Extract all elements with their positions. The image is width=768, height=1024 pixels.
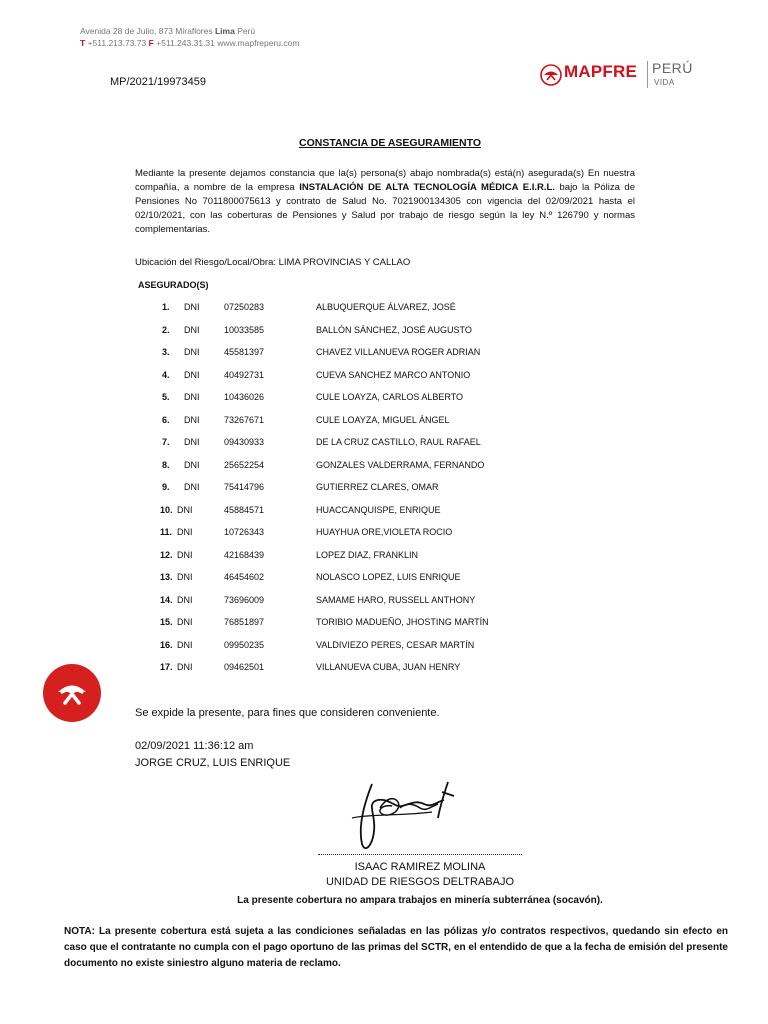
issuer-name: JORGE CRUZ, LUIS ENRIQUE: [135, 757, 291, 769]
row-doc-type: DNI: [177, 594, 193, 605]
row-dni: 45581397: [224, 347, 265, 357]
document-title: CONSTANCIA DE ASEGURAMIENTO: [298, 137, 481, 149]
brand-subtitle: VIDA: [654, 78, 675, 87]
row-number: 14.: [160, 594, 173, 605]
row-dni: 10033585: [224, 324, 265, 335]
row-name: LOPEZ DIAZ, FRANKLIN: [316, 549, 419, 560]
company-contact: T +511.213.73.73 F +511.243.31.31 www.mapfreperu.com: [80, 38, 300, 48]
row-dni: 46454602: [224, 572, 265, 582]
row-dni: 42168439: [224, 549, 265, 560]
table-row: [0, 302, 768, 316]
row-dni: 07250283: [224, 302, 265, 312]
mapfre-logo: [538, 58, 698, 92]
row-dni: 09950235: [224, 639, 265, 650]
issue-datetime: 02/09/2021 11:36:12 am: [135, 740, 254, 752]
signature-line: [318, 850, 522, 855]
row-number: 6.: [162, 414, 170, 425]
table-row: [0, 550, 768, 564]
row-name: GUTIERREZ CLARES, OMAR: [316, 482, 439, 492]
row-number: 10.: [160, 504, 173, 515]
row-name: VALDIVIEZO PERES, CESAR MARTÍN: [316, 639, 475, 650]
table-row: [0, 572, 768, 586]
row-number: 7.: [162, 437, 170, 447]
table-row: [0, 460, 768, 474]
row-dni: 76851897: [224, 617, 265, 627]
row-name: TORIBIO MADUEÑO, JHOSTING MARTÍN: [316, 617, 489, 627]
row-dni: 25652254: [224, 459, 265, 470]
intro-paragraph: Mediante la presente dejamos constancia que la(s) persona(s) abajo nombrada(s) está(n) asegurada(s) En nuestra compañía, a nombre de la empresa INSTALACIÓN DE ALTA TECNOLOGÍA MÉDICA E.I.R.L. bajo la Póliza de Pensiones No 7011800075613 y contrato de Salud No. 7021900134305 con vigencia del 02/09/2021 hasta el 02/10/2021, con las coberturas de Pensiones y Salud por trabajo de riesgo según la ley N.º 126790 y normas complementarias.: [135, 168, 635, 235]
row-dni: 10436026: [224, 392, 265, 402]
row-doc-type: DNI: [184, 392, 200, 402]
table-row: [0, 325, 768, 339]
handwritten-signature: [340, 778, 470, 858]
row-doc-type: DNI: [177, 527, 193, 537]
row-number: 11.: [160, 527, 173, 537]
table-row: [0, 662, 768, 676]
row-doc-type: DNI: [177, 639, 193, 650]
row-doc-type: DNI: [177, 617, 193, 627]
issuance-statement: Se expide la presente, para fines que consideren conveniente.: [135, 707, 440, 719]
row-dni: 75414796: [224, 482, 265, 492]
brand-name: MAPFRE: [564, 62, 637, 81]
row-doc-type: DNI: [184, 347, 200, 357]
signatory-unit: UNIDAD DE RIESGOS DELTRABAJO: [325, 876, 515, 888]
row-dni: 09430933: [224, 437, 265, 447]
row-dni: 09462501: [224, 662, 265, 672]
row-doc-type: DNI: [184, 482, 200, 492]
row-dni: 40492731: [224, 369, 265, 380]
table-row: [0, 415, 768, 429]
table-row: [0, 595, 768, 609]
row-dni: 73696009: [224, 594, 265, 605]
row-number: 5.: [162, 392, 170, 402]
row-number: 1.: [162, 302, 170, 312]
row-number: 9.: [162, 482, 170, 492]
row-doc-type: DNI: [184, 459, 200, 470]
table-row: [0, 505, 768, 519]
row-name: DE LA CRUZ CASTILLO, RAUL RAFAEL: [316, 437, 481, 447]
row-doc-type: DNI: [177, 572, 193, 582]
row-name: SAMAME HARO, RUSSELL ANTHONY: [316, 594, 476, 605]
row-number: 16.: [160, 639, 173, 650]
row-number: 8.: [162, 459, 170, 470]
row-name: CULE LOAYZA, MIGUEL ÁNGEL: [316, 414, 450, 425]
table-row: [0, 617, 768, 631]
logo-divider: [647, 61, 648, 88]
row-number: 3.: [162, 347, 170, 357]
signatory-name: ISAAC RAMIREZ MOLINA: [354, 861, 486, 873]
row-doc-type: DNI: [177, 549, 193, 560]
row-name: NOLASCO LOPEZ, LUIS ENRIQUE: [316, 572, 461, 582]
row-number: 17.: [160, 662, 173, 672]
row-dni: 73267671: [224, 414, 265, 425]
coverage-exclusion: La presente cobertura no ampara trabajos en minería subterránea (socavón).: [237, 895, 603, 906]
table-row: [0, 437, 768, 451]
risk-location: Ubicación del Riesgo/Local/Obra: LIMA PROVINCIAS Y CALLAO: [135, 257, 411, 268]
row-doc-type: DNI: [184, 302, 200, 312]
brand-country: PERÚ: [652, 60, 693, 76]
row-number: 2.: [162, 324, 170, 335]
row-name: ALBUQUERQUE ÁLVAREZ, JOSÉ: [316, 302, 456, 312]
table-row: [0, 640, 768, 654]
table-row: [0, 392, 768, 406]
row-name: HUAYHUA ORE,VIOLETA ROCIO: [316, 527, 453, 537]
row-name: GONZALES VALDERRAMA, FERNANDO: [316, 459, 485, 470]
row-number: 13.: [160, 572, 173, 582]
row-doc-type: DNI: [177, 662, 193, 672]
row-name: CHAVEZ VILLANUEVA ROGER ADRIAN: [316, 347, 481, 357]
row-number: 12.: [160, 549, 173, 560]
mapfre-tree-icon: [43, 664, 101, 722]
row-number: 15.: [160, 617, 173, 627]
company-name: INSTALACIÓN DE ALTA TECNOLOGÍA MÉDICA E.I.R.L.: [299, 182, 555, 193]
legal-note: NOTA: La presente cobertura está sujeta a las condiciones señaladas en las pólizas y/o contratos respectivos, quedando sin efecto en caso que el contratante no cumpla con el pago oportuno de las primas del SCTR, en el entendido de que a la fecha de emisión del presente documento no existe siniestro alguno materia de reclamo.: [64, 926, 728, 969]
row-name: CULE LOAYZA, CARLOS ALBERTO: [316, 392, 464, 402]
table-row: [0, 527, 768, 541]
row-doc-type: DNI: [177, 504, 193, 515]
mapfre-tree-icon: [540, 64, 562, 86]
table-row: [0, 347, 768, 361]
row-doc-type: DNI: [184, 369, 200, 380]
row-name: VILLANUEVA CUBA, JUAN HENRY: [316, 662, 461, 672]
table-row: [0, 482, 768, 496]
row-number: 4.: [162, 369, 170, 380]
mapfre-seal: [43, 664, 101, 722]
row-name: CUEVA SANCHEZ MARCO ANTONIO: [316, 369, 471, 380]
row-name: BALLÓN SÁNCHEZ, JOSÉ AUGUSTO: [316, 324, 472, 335]
row-doc-type: DNI: [184, 324, 200, 335]
table-row: [0, 370, 768, 384]
document-reference: MP/2021/19973459: [110, 76, 207, 88]
row-dni: 45884571: [224, 504, 265, 515]
row-doc-type: DNI: [184, 437, 200, 447]
row-dni: 10726343: [224, 527, 265, 537]
row-name: HUACCANQUISPE, ENRIQUE: [316, 504, 441, 515]
company-address: Avenida 28 de Julio, 873 Miraflores Lima Perú: [80, 26, 256, 36]
insured-header: ASEGURADO(S): [138, 280, 209, 290]
row-doc-type: DNI: [184, 414, 200, 425]
